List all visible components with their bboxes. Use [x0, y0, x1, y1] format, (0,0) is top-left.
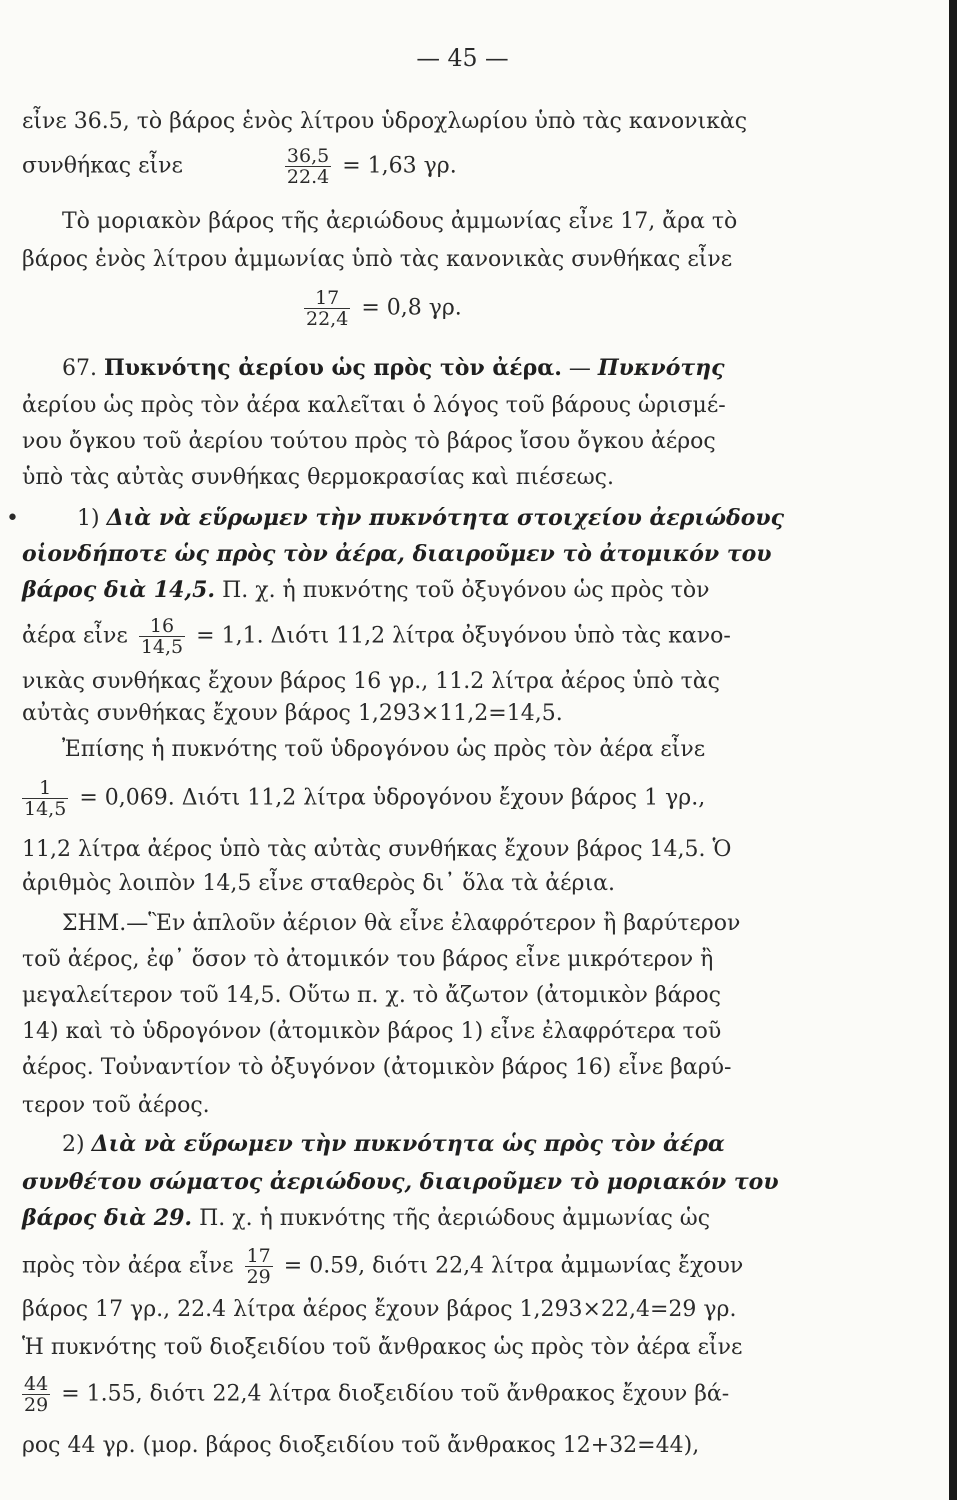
fraction [139, 616, 185, 657]
rule-text-end: βάρος διὰ 29. [22, 1205, 193, 1231]
page-number: — 45 — [416, 44, 509, 72]
equation-result: = 0,069. Διότι 11,2 λίτρα ὑδρογόνου ἔχουν βάρος 1 γρ., [79, 785, 706, 811]
text-line: ἀέρος. Τοὐναντίον τὸ ὀξυγόνον (ἀτομικὸν βάρος 16) εἶνε βαρύ- [22, 1055, 732, 1080]
text-line: τοῦ ἀέρος, ἐφ᾿ ὅσον τὸ ἀτομικόν του βάρος εἶνε μικρότερον ἢ [22, 947, 714, 972]
fraction-numerator: 1 [39, 777, 52, 799]
equation-line [300, 288, 462, 329]
text-line: 11,2 λίτρα ἀέρος ὑπὸ τὰς αὐτὰς συνθήκας ἔχουν βάρος 14,5. Ὁ [22, 837, 732, 862]
text-line: 14) καὶ τὸ ὑδρογόνον (ἀτομικὸν βάρος 1) εἶνε ἐλαφρότερα τοῦ [22, 1019, 722, 1044]
rule-line [22, 576, 710, 605]
text-line: βάρος ἑνὸς λίτρου ἀμμωνίας ὑπὸ τὰς κανονικὰς συνθήκας εἶνε [22, 247, 733, 272]
rule-text: Διὰ νὰ εὕρωμεν τὴν πυκνότητα ὡς πρὸς τὸν ἀέρα [91, 1131, 725, 1157]
text-line: Ἐπίσης ἡ πυκνότης τοῦ ὑδρογόνου ὡς πρὸς τὸν ἀέρα εἶνε [62, 737, 706, 762]
fraction [285, 146, 331, 187]
text-line: νικὰς συνθήκας ἔχουν βάρος 16 γρ., 11.2 λίτρα ἀέρος ὑπὸ τὰς [22, 669, 720, 694]
equation-line [22, 1246, 743, 1287]
rule-line [22, 1204, 710, 1233]
equation-result: = 0.59, διότι 22,4 λίτρα ἀμμωνίας ἔχουν [283, 1253, 744, 1279]
fraction [22, 1374, 50, 1415]
fraction-denominator: 22.4 [286, 166, 330, 188]
text-line: ἀερίου ὡς πρὸς τὸν ἀέρα καλεῖται ὁ λόγος τοῦ βάρους ὡρισμέ- [22, 393, 726, 418]
fraction-numerator: 17 [246, 1245, 271, 1267]
equation-prefix: ἀέρα εἶνε [22, 623, 128, 649]
text-line: Ἡ πυκνότης τοῦ διοξειδίου τοῦ ἄνθρακος ὡς πρὸς τὸν ἀέρα εἶνε [22, 1335, 743, 1360]
equation-result: = 1,1. Διότι 11,2 λίτρα ὀξυγόνου ὑπὸ τὰς κανο- [196, 623, 731, 649]
text-line: εἶνε 36.5, τὸ βάρος ἑνὸς λίτρου ὑδροχλωρίου ὑπὸ τὰς κανονικὰς [22, 109, 748, 134]
equation-result: = 1.55, διότι 22,4 λίτρα διοξειδίου τοῦ ἄνθρακος ἔχουν βά- [61, 1381, 730, 1407]
text-line: νου ὄγκου τοῦ ἀερίου τούτου πρὸς τὸ βάρος ἴσου ὄγκου ἀέρος [22, 429, 716, 454]
fraction-denominator: 29 [246, 1266, 271, 1288]
fraction [22, 778, 68, 819]
equation-line [22, 1374, 729, 1415]
fraction-numerator: 36,5 [286, 145, 330, 167]
fraction-denominator: 29 [24, 1394, 49, 1416]
text-line: ὑπὸ τὰς αὐτὰς συνθήκας θερμοκρασίας καὶ πιέσεως. [22, 465, 614, 490]
section-heading [62, 354, 725, 383]
text-line: ἀριθμὸς λοιπὸν 14,5 εἶνε σταθερὸς δι᾿ ὅλα τὰ ἀέρια. [22, 871, 615, 896]
text-line: βάρος 17 γρ., 22.4 λίτρα ἀέρος ἔχουν βάρος 1,293×22,4=29 γρ. [22, 1297, 737, 1322]
equation-line [22, 778, 705, 819]
fraction-numerator: 17 [315, 287, 340, 309]
rule-text-end: βάρος διὰ 14,5. [22, 577, 216, 603]
rule-text-line: οἱονδήποτε ὡς πρὸς τὸν ἀέρα, διαιροῦμεν τὸ ἀτομικόν του [22, 541, 772, 567]
equation-prefix: πρὸς τὸν ἀέρα εἶνε [22, 1253, 234, 1279]
fraction-denominator: 22,4 [306, 308, 349, 330]
text-continuation: Π. χ. ἡ πυκνότης τοῦ ὀξυγόνου ὡς πρὸς τὸν [222, 578, 710, 603]
rule-line [6, 504, 784, 533]
equation-line [22, 146, 457, 187]
equation-prefix: συνθήκας εἶνε [22, 153, 183, 179]
rule-number: 2) [62, 1132, 85, 1157]
section-number: 67. [62, 356, 97, 381]
rule-text-line: συνθέτου σώματος ἀεριώδους, διαιροῦμεν τὸ μοριακόν του [22, 1169, 779, 1195]
text-continuation: Π. χ. ἡ πυκνότης τῆς ἀεριώδους ἀμμωνίας ὡς [199, 1206, 711, 1231]
page-edge-shadow [949, 0, 957, 1500]
fraction-denominator: 14,5 [24, 798, 67, 820]
section-title: Πυκνότης ἀερίου ὡς πρὸς τὸν ἀέρα. [104, 355, 562, 381]
rule-number: 1) [76, 506, 100, 531]
fraction-numerator: 44 [24, 1373, 49, 1395]
section-term: Πυκνότης [597, 355, 725, 381]
fraction [245, 1246, 273, 1287]
text-line: τερον τοῦ ἀέρος. [22, 1093, 210, 1118]
equation-result: = 1,63 γρ. [342, 153, 457, 179]
note-line: ΣΗΜ.—Ἓν ἁπλοῦν ἀέριον θὰ εἶνε ἐλαφρότερον ἢ βαρύτερον [62, 911, 741, 936]
text-line: Τὸ μοριακὸν βάρος τῆς ἀεριώδους ἀμμωνίας εἶνε 17, ἄρα τὸ [62, 209, 738, 234]
bullet-mark: • [6, 506, 19, 531]
fraction [304, 288, 350, 329]
text-line: αὐτὰς συνθήκας ἔχουν βάρος 1,293×11,2=14,5. [22, 701, 563, 726]
equation-line [22, 616, 731, 657]
section-dash: — [568, 356, 591, 381]
rule-text: Διὰ νὰ εὕρωμεν τὴν πυκνότητα στοιχείου ἀεριώδους [106, 505, 785, 531]
rule-line [62, 1130, 725, 1159]
text-line: ρος 44 γρ. (μορ. βάρος διοξειδίου τοῦ ἄνθρακος 12+32=44), [22, 1433, 700, 1458]
fraction-numerator: 16 [149, 615, 175, 637]
text-line: μεγαλείτερον τοῦ 14,5. Οὕτω π. χ. τὸ ἄζωτον (ἀτομικὸν βάρος [22, 983, 721, 1008]
equation-result: = 0,8 γρ. [361, 295, 462, 321]
fraction-denominator: 14,5 [140, 636, 184, 658]
